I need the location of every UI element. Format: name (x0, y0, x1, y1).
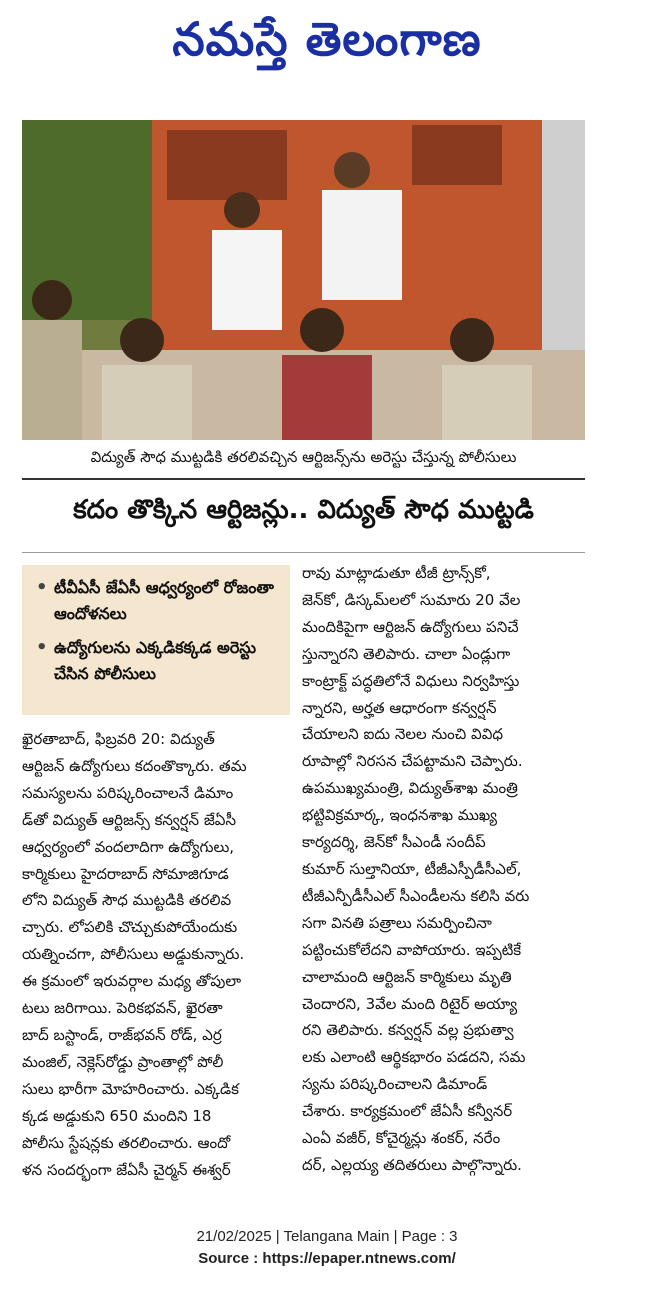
footer-source-link[interactable]: Source : https://epaper.ntnews.com/ (198, 1250, 456, 1267)
text-line: రూపాల్లో నిరసన చేపట్టామని చెప్పారు. (302, 752, 523, 771)
article-headline: కదం తొక్కిన ఆర్టిజన్లు.. విద్యుత్ సౌధ ముట్టడి (73, 495, 534, 525)
text-line: స్యను పరిష్కరించాలని డిమాండ్ (302, 1075, 488, 1094)
text-line: పట్టించుకోలేదని వాపోయారు. ఇప్పటికే (302, 940, 522, 959)
text-line: టీజీఎన్పీడీసీఎల్ సీఎండీలను కలిసి వరు (302, 886, 530, 905)
text-line: సమస్యలను పరిష్కరించాలనే డిమాం (22, 783, 234, 802)
highlight-text: ఉద్యోగులను ఎక్కడికక్కడ అరెస్టు చేసిన పోలీసులు (54, 638, 257, 683)
text-line: మంజిల్, నెక్లెస్‌రోడ్డు ప్రాంతాల్లో పోలీ (22, 1052, 224, 1071)
highlight-text: టీవీఏసీ జేఏసీ ఆధ్వర్యంలో రోజంతా ఆందోళనలు (54, 578, 274, 623)
text-line: లోని విద్యుత్ సౌధ ముట్టడికి తరలివ (22, 891, 232, 910)
text-line: ఉపముఖ్యమంత్రి, విద్యుత్‌శాఖ మంత్రి (302, 779, 518, 798)
text-line: రావు మాట్లాడుతూ టీజీ ట్రాన్స్‌కో, (302, 564, 491, 582)
text-line: బాద్ బస్టాండ్, రాజ్‌భవన్ రోడ్, ఎర్ర (22, 1025, 222, 1044)
text-line: కార్యదర్శి, జెన్‌కో సీఎండీ సందీప్ (302, 833, 486, 852)
text-line: రని తెలిపారు. కన్వర్షన్ వల్ల ప్రభుత్వా (302, 1021, 514, 1040)
divider (22, 552, 585, 553)
article-column-right (302, 560, 585, 1179)
text-line: ఈ క్రమంలో ఇరువర్గాల మధ్య తోపులా (22, 972, 242, 991)
text-line: సులు భారీగా మోహరించారు. ఎక్కడిక (22, 1079, 239, 1098)
text-line: ఎంఏ వజీర్, కోచైర్మన్లు శంకర్, నరేం (302, 1129, 501, 1148)
text-line: టలు జరిగాయి. పెరికభవన్, ఖైరతా (22, 999, 223, 1018)
bullet-icon: • (36, 577, 48, 598)
text-line: చ్చారు. లోపలికి చొచ్చుకుపోయేందుకు (22, 918, 238, 937)
text-line: ళన సందర్భంగా జేఏసీ చైర్మన్ ఈశ్వర్ (22, 1160, 231, 1179)
text-line: కార్మికులు హైదరాబాద్ సోమాజిగూడ (22, 864, 229, 883)
text-line: యత్నించగా, పోలీసులు అడ్డుకున్నారు. (22, 945, 245, 964)
text-line: న్నారని, అర్హత ఆధారంగా కన్వర్షన్ (302, 698, 497, 717)
text-line: ఖైరతాబాద్, ఫిబ్రవరి 20: విద్యుత్ (22, 730, 215, 748)
photo-caption: విద్యుత్ సౌధ ముట్టడికి తరలివచ్చిన ఆర్టిజన్స్‌ను అరెస్టు చేస్తున్న పోలీసులు (90, 448, 517, 466)
highlight-box (22, 565, 290, 715)
bullet-icon: • (36, 637, 48, 658)
text-line: చేయాలని ఐదు నెలల నుంచి వివిధ (302, 725, 503, 744)
text-line: చేశారు. కార్యక్రమంలో జేఏసీ కన్వీనర్ (302, 1102, 513, 1121)
footer-date-page: 21/02/2025 | Telangana Main | Page : 3 (196, 1228, 458, 1245)
text-line: కుమార్ సుల్తానియా, టీజీఎస్పీడీసీఎల్, (302, 859, 522, 878)
text-line: పోలీసు స్టేషన్లకు తరలించారు. ఆందో (22, 1133, 231, 1152)
text-line: కాంట్రాక్ట్ పద్ధతిలోనే విధులు నిర్వహిస్తు (302, 671, 520, 690)
divider (22, 478, 585, 480)
news-photo (22, 120, 585, 440)
text-line: దర్, ఎల్లయ్య తదితరులు పాల్గొన్నారు. (302, 1155, 522, 1174)
text-line: క్కడ అడ్డుకుని 650 మందిని 18 (22, 1106, 212, 1125)
text-line: సగా వినతి పత్రాలు సమర్పించినా (302, 913, 492, 932)
text-line: చెందారని, 3వేల మంది రిటైర్ అయ్యా (302, 994, 518, 1013)
page-footer (0, 1226, 654, 1270)
text-line: స్తున్నారని తెలిపారు. చాలా ఏండ్లుగా (302, 644, 511, 663)
text-line: ఆర్టిజన్ ఉద్యోగులు కదంతొక్కారు. తమ (22, 756, 247, 775)
text-line: డ్‌తో విద్యుత్ ఆర్టిజన్స్ కన్వర్షన్ జేఏసీ (22, 810, 236, 829)
text-line: లకు ఎలాంటి ఆర్థికభారం పడదని, సమ (302, 1048, 526, 1067)
highlight-item (32, 575, 280, 627)
newspaper-masthead: నమస్తే తెలంగాణ (172, 12, 482, 66)
text-line: భట్టివిక్రమార్క, ఇంధనశాఖ ముఖ్య (302, 806, 497, 825)
text-line: చాలామంది ఆర్టిజన్ కార్మికులు మృతి (302, 967, 512, 986)
article-column-left (22, 726, 290, 1183)
highlight-item (32, 635, 280, 687)
text-line: ఆధ్వర్యంలో వందలాదిగా ఉద్యోగులు, (22, 837, 235, 856)
text-line: జెన్‌కో, డిస్కమ్‌లలో సుమారు 20 వేల (302, 590, 521, 609)
text-line: మందికిపైగా ఆర్టిజన్ ఉద్యోగులు పనిచే (302, 617, 519, 636)
